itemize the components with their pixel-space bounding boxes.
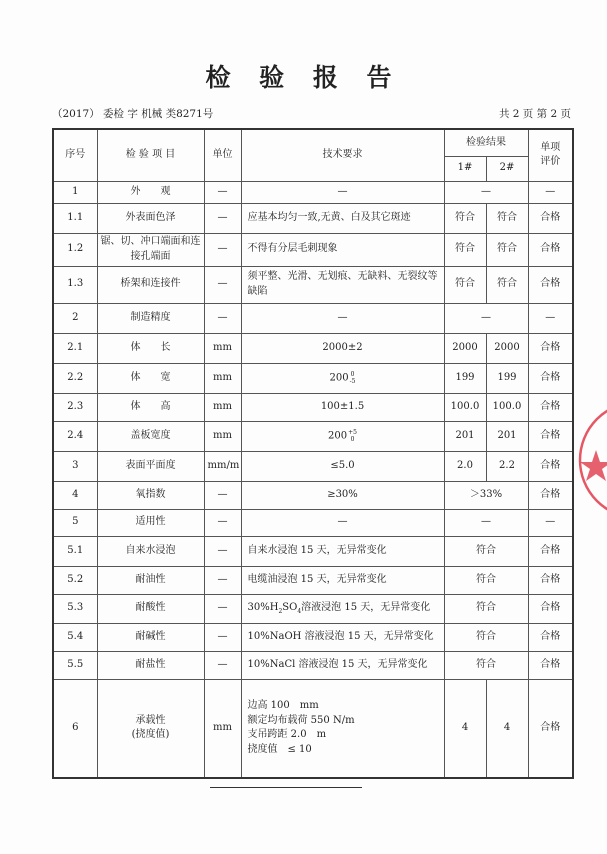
- row-seq: 3: [53, 451, 97, 481]
- table-row: [53, 679, 573, 778]
- tolerance-lower: 0: [350, 435, 355, 443]
- requirement-base: 200: [328, 430, 348, 441]
- table-row: [53, 594, 573, 623]
- row-requirement: [241, 594, 444, 623]
- row-requirement: 不得有分层毛刺现象: [241, 233, 444, 266]
- row-seq: 1.1: [53, 203, 97, 233]
- row-unit: —: [204, 651, 241, 679]
- row-seq: 4: [53, 481, 97, 509]
- row-result: —: [444, 509, 528, 536]
- row-item: 外 观: [97, 181, 204, 203]
- table-row: [53, 421, 573, 451]
- header-sample-2: 2#: [486, 156, 528, 181]
- requirement-part: 30%H: [247, 601, 279, 613]
- footer-divider: [210, 787, 362, 788]
- row-unit: —: [204, 566, 241, 594]
- row-result: 符合: [444, 536, 528, 566]
- row-unit: mm: [204, 393, 241, 421]
- row-evaluation: 合格: [528, 266, 573, 303]
- requirement-part: 溶液浸泡 15 天，无异常变化: [301, 601, 431, 613]
- official-stamp: [576, 395, 607, 525]
- table-row: [53, 481, 573, 509]
- table-row: [53, 393, 573, 421]
- row-result-1: 4: [444, 679, 486, 778]
- row-seq: 1.3: [53, 266, 97, 303]
- header-row: [53, 129, 573, 156]
- row-seq: 2.2: [53, 363, 97, 393]
- row-unit: —: [204, 303, 241, 333]
- row-unit: —: [204, 266, 241, 303]
- row-evaluation: 合格: [528, 203, 573, 233]
- row-item: 外表面色泽: [97, 203, 204, 233]
- row-evaluation: —: [528, 509, 573, 536]
- row-unit: —: [204, 481, 241, 509]
- row-evaluation: 合格: [528, 623, 573, 651]
- inspection-table: [52, 128, 574, 779]
- row-item: [97, 679, 204, 778]
- row-result-2: 4: [486, 679, 528, 778]
- row-requirement: 2000±2: [241, 333, 444, 363]
- requirement-part: 2: [278, 607, 283, 615]
- document-number: （2017） 委检 字 机械 类8271号: [52, 108, 214, 120]
- row-item: 制造精度: [97, 303, 204, 333]
- row-result: 符合: [444, 566, 528, 594]
- row-seq: 5.2: [53, 566, 97, 594]
- tolerance-lower: -5: [349, 377, 356, 385]
- item-line: 承载性: [135, 714, 166, 726]
- header-seq: 序号: [53, 129, 97, 181]
- tolerance-upper: +5: [348, 428, 357, 436]
- row-result-1: 符合: [444, 266, 486, 303]
- table-row: [53, 451, 573, 481]
- row-item: 耐酸性: [97, 594, 204, 623]
- table-row: [53, 536, 573, 566]
- row-seq: 2.4: [53, 421, 97, 451]
- row-requirement: [241, 679, 444, 778]
- row-unit: mm/m: [204, 451, 241, 481]
- page-info: 共 2 页 第 2 页: [498, 108, 571, 120]
- row-requirement: —: [241, 181, 444, 203]
- table-row: [53, 333, 573, 363]
- row-evaluation: 合格: [528, 481, 573, 509]
- row-unit: —: [204, 509, 241, 536]
- row-result-2: 符合: [486, 266, 528, 303]
- row-unit: mm: [204, 421, 241, 451]
- row-requirement: 自来水浸泡 15 天，无异常变化: [241, 536, 444, 566]
- row-result: 符合: [444, 594, 528, 623]
- row-seq: 2.1: [53, 333, 97, 363]
- row-result-2: 2000: [486, 333, 528, 363]
- row-item: 体 长: [97, 333, 204, 363]
- requirement-line: 边高 100 mm: [247, 700, 319, 712]
- row-requirement: 电缆油浸泡 15 天，无异常变化: [241, 566, 444, 594]
- table-row: [53, 266, 573, 303]
- row-result-2: 201: [486, 421, 528, 451]
- row-seq: 2: [53, 303, 97, 333]
- row-requirement: 须平整、光滑、无划痕、无缺料、无裂纹等缺陷: [241, 266, 444, 303]
- row-result: ＞33%: [444, 481, 528, 509]
- table-row: [53, 623, 573, 651]
- row-result-1: 100.0: [444, 393, 486, 421]
- row-result-2: 符合: [486, 233, 528, 266]
- row-requirement: 10%NaCl 溶液浸泡 15 天，无异常变化: [241, 651, 444, 679]
- row-item: 耐碱性: [97, 623, 204, 651]
- table-row: [53, 566, 573, 594]
- row-unit: mm: [204, 363, 241, 393]
- row-result-1: 201: [444, 421, 486, 451]
- row-requirement: [241, 363, 444, 393]
- row-requirement: —: [241, 303, 444, 333]
- row-requirement: ≥30%: [241, 481, 444, 509]
- row-item: 表面平面度: [97, 451, 204, 481]
- tolerance-upper: 0: [350, 370, 355, 378]
- row-result-1: 2000: [444, 333, 486, 363]
- tolerance: [348, 429, 357, 443]
- table-row: [53, 203, 573, 233]
- row-evaluation: 合格: [528, 233, 573, 266]
- table-row: [53, 651, 573, 679]
- row-result-1: 2.0: [444, 451, 486, 481]
- header-evaluation: 单项评价: [528, 129, 573, 181]
- row-evaluation: 合格: [528, 536, 573, 566]
- row-result: 符合: [444, 651, 528, 679]
- row-result-1: 199: [444, 363, 486, 393]
- table-row: [53, 181, 573, 203]
- row-evaluation: 合格: [528, 566, 573, 594]
- row-requirement: 100±1.5: [241, 393, 444, 421]
- stamp-star-icon: [580, 450, 607, 481]
- row-evaluation: 合格: [528, 651, 573, 679]
- row-evaluation: 合格: [528, 363, 573, 393]
- row-evaluation: 合格: [528, 594, 573, 623]
- row-seq: 2.3: [53, 393, 97, 421]
- row-item: 氧指数: [97, 481, 204, 509]
- header-requirement: 技术要求: [241, 129, 444, 181]
- row-evaluation: 合格: [528, 679, 573, 778]
- row-evaluation: —: [528, 303, 573, 333]
- row-evaluation: 合格: [528, 421, 573, 451]
- row-seq: 6: [53, 679, 97, 778]
- row-item: 桥架和连接件: [97, 266, 204, 303]
- header-result: 检验结果: [444, 129, 528, 156]
- table-row: [53, 509, 573, 536]
- row-requirement: ≤5.0: [241, 451, 444, 481]
- row-unit: —: [204, 203, 241, 233]
- row-item: 适用性: [97, 509, 204, 536]
- row-unit: —: [204, 181, 241, 203]
- row-item: 耐油性: [97, 566, 204, 594]
- row-result-1: 符合: [444, 203, 486, 233]
- header-unit: 单位: [204, 129, 241, 181]
- item-line: (挠度值): [131, 729, 170, 741]
- table-row: [53, 233, 573, 266]
- row-unit: mm: [204, 333, 241, 363]
- row-result: —: [444, 303, 528, 333]
- row-seq: 5.3: [53, 594, 97, 623]
- row-evaluation: 合格: [528, 393, 573, 421]
- row-evaluation: 合格: [528, 451, 573, 481]
- row-result: 符合: [444, 623, 528, 651]
- row-result: —: [444, 181, 528, 203]
- row-unit: —: [204, 594, 241, 623]
- row-item: 盖板宽度: [97, 421, 204, 451]
- requirement-line: 挠度值 ≤ 10: [247, 743, 312, 755]
- row-unit: —: [204, 233, 241, 266]
- row-seq: 5.4: [53, 623, 97, 651]
- row-unit: —: [204, 536, 241, 566]
- row-seq: 5.1: [53, 536, 97, 566]
- requirement-line: 额定均布载荷 550 N/m: [247, 714, 355, 726]
- table-row: [53, 303, 573, 333]
- header-item: 检 验 项 目: [97, 129, 204, 181]
- row-evaluation: —: [528, 181, 573, 203]
- row-evaluation: 合格: [528, 333, 573, 363]
- row-result-2: 2.2: [486, 451, 528, 481]
- row-unit: mm: [204, 679, 241, 778]
- header-sample-1: 1#: [444, 156, 486, 181]
- row-item: 耐盐性: [97, 651, 204, 679]
- requirement-base: 200: [329, 372, 349, 383]
- row-item: 自来水浸泡: [97, 536, 204, 566]
- row-item: 体 宽: [97, 363, 204, 393]
- row-item: 锯、切、冲口端面和连接孔端面: [97, 233, 204, 266]
- row-requirement: 应基本均匀一致,无黄、白及其它斑迹: [241, 203, 444, 233]
- requirement-line: 支吊跨距 2.0 m: [247, 729, 327, 741]
- row-requirement: 10%NaOH 溶液浸泡 15 天，无异常变化: [241, 623, 444, 651]
- row-seq: 1: [53, 181, 97, 203]
- row-seq: 5.5: [53, 651, 97, 679]
- row-result-1: 符合: [444, 233, 486, 266]
- row-requirement: —: [241, 509, 444, 536]
- row-seq: 1.2: [53, 233, 97, 266]
- table-row: [53, 363, 573, 393]
- row-result-2: 100.0: [486, 393, 528, 421]
- requirement-part: SO: [282, 601, 298, 613]
- tolerance: [350, 371, 356, 385]
- row-item: 体 高: [97, 393, 204, 421]
- row-seq: 5: [53, 509, 97, 536]
- row-requirement: [241, 421, 444, 451]
- report-title: 检 验 报 告: [205, 63, 402, 92]
- requirement-part: 4: [297, 607, 302, 615]
- row-result-2: 符合: [486, 203, 528, 233]
- row-result-2: 199: [486, 363, 528, 393]
- row-unit: —: [204, 623, 241, 651]
